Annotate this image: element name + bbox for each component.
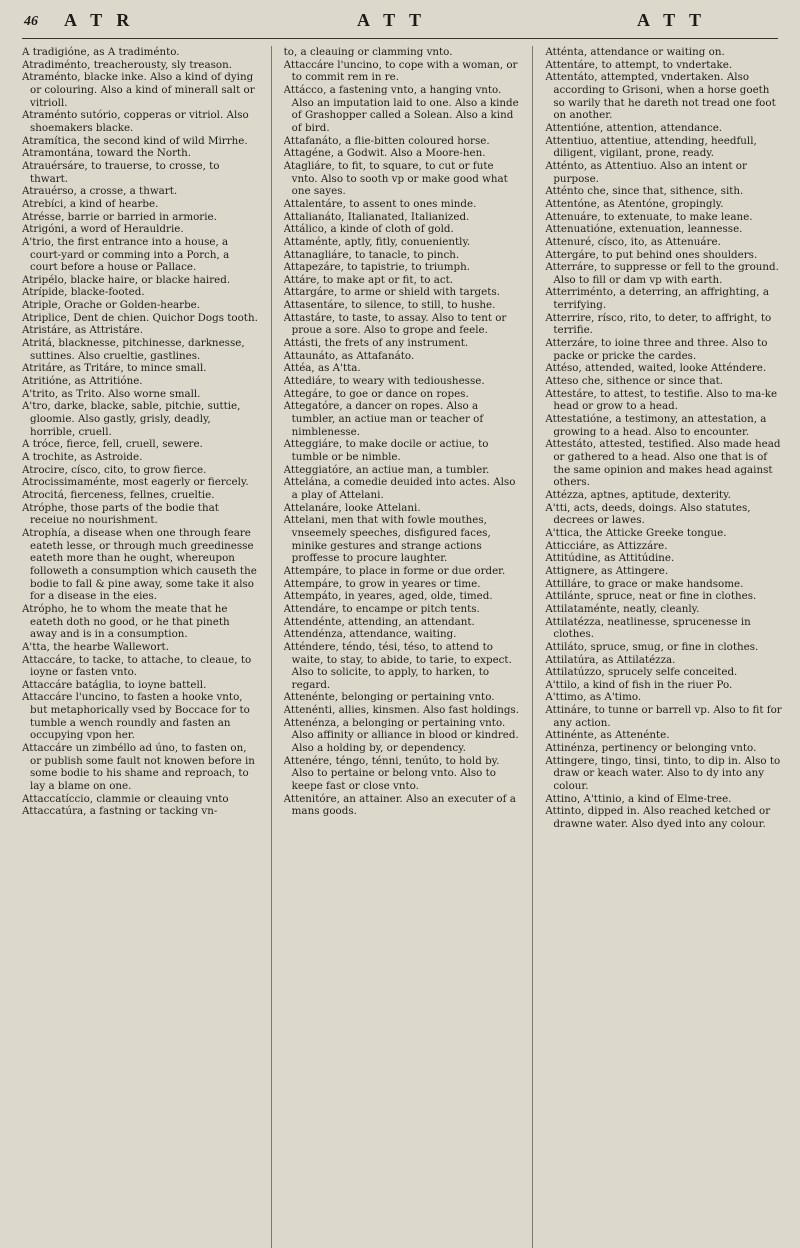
- page-header: [22, 0, 778, 39]
- dictionary-entry: Atraménto sutório, copperas or vitriol. Also shoemakers blacke.: [22, 109, 249, 134]
- dictionary-entry: Atteggiáre, to make docile or actiue, to tumble or be nimble.: [283, 438, 489, 463]
- dictionary-entry: Attempáto, in yeares, aged, olde, timed.: [283, 590, 493, 603]
- columns-container: [22, 46, 782, 1248]
- dictionary-entry: Attenuáre, to extenuate, to make leane.: [545, 210, 753, 223]
- dictionary-entry: Attelána, a comedie deuided into actes. Also a play of Attelani.: [283, 476, 516, 501]
- dictionary-entry: Attendénte, attending, an attendant.: [283, 615, 475, 628]
- dictionary-entry: Attentóne, as Atentóne, gropingly.: [545, 197, 724, 210]
- dictionary-entry: Atterráre, to suppresse or fell to the ground. Also to fill or dam vp with earth.: [545, 261, 779, 286]
- dictionary-entry: Attaccatíccio, clammie or cleauing vnto: [22, 792, 229, 805]
- dictionary-entry: Attentiuo, attentiue, attending, heedfull, diligent, vigilant, prone, ready.: [545, 134, 757, 160]
- dictionary-entry: Atristáre, as Attristáre.: [22, 324, 144, 337]
- dictionary-entry: A'trito, as Trito. Also worne small.: [22, 387, 201, 400]
- dictionary-entry: Atténdere, téndo, tési, téso, to attend to waite, to stay, to abide, to tarie, to expect. Also to solicite, to apply, to harken, to regard.: [283, 640, 512, 691]
- dictionary-entry: Attenuatióne, extenuation, leannesse.: [545, 223, 743, 236]
- dictionary-entry: Attenére, téngo, ténni, tenúto, to hold by. Also to pertaine or belong vnto. Also to keepe fast or close vnto.: [283, 754, 500, 793]
- dictionary-entry: Attapezáre, to tapistrie, to triumph.: [283, 261, 471, 274]
- dictionary-entry: Attinénza, pertinency or belonging vnto.: [545, 742, 757, 755]
- dictionary-entry: Attenénte, belonging or pertaining vnto.: [283, 691, 495, 704]
- running-head-1: A T R: [64, 10, 135, 30]
- column-divider: [532, 46, 533, 1248]
- dictionary-entry: Attilláre, to grace or make handsome.: [545, 577, 744, 590]
- dictionary-entry: A'ttimo, as A'timo.: [545, 691, 642, 704]
- dictionary-entry: Attingere, tingo, tinsi, tinto, to dip in. Also to draw or keach water. Also to dy into any colour.: [545, 754, 781, 793]
- dictionary-entry: Atténto che, since that, sithence, sith.: [545, 185, 744, 198]
- dictionary-entry: Atrípide, blacke-footed.: [22, 286, 145, 299]
- dictionary-entry: Attaccáre un zimbéllo ad úno, to fasten on, or publish some fault not knowen before in some bodie to his shame and reproach, to lay a blame on one.: [22, 742, 255, 793]
- dictionary-entry: Atterriménto, a deterring, an affrighting, a terrifying.: [545, 286, 769, 312]
- dictionary-entry: Attargáre, to arme or shield with targets.: [283, 286, 500, 299]
- dictionary-entry: Attéso, attended, waited, looke Atténdere.: [545, 362, 767, 375]
- dictionary-entry: Attendáre, to encampe or pitch tents.: [283, 602, 480, 615]
- dictionary-entry: Attentáto, attempted, vndertaken. Also according to Grisoni, when a horse goeth so warily that he dareth not tread one foot on another.: [545, 71, 776, 122]
- dictionary-entry: Attináre, to tunne or barrell vp. Also to fit for any action.: [545, 704, 782, 729]
- dictionary-entry: Attálico, a kinde of cloth of gold.: [283, 223, 454, 236]
- dictionary-entry: Attásti, the frets of any instrument.: [283, 337, 469, 350]
- dictionary-entry: Attácco, a fastening vnto, a hanging vnto. Also an imputation laid to one. Also a kinde of Grashopper called a Solean. Also a kind of bird.: [283, 83, 519, 134]
- dictionary-entry: Atramítica, the second kind of wild Mirrhe.: [22, 134, 248, 147]
- running-head-3: A T T: [637, 10, 707, 30]
- dictionary-entry: Atriplice, Dent de chien. Quichor Dogs tooth.: [22, 311, 258, 324]
- dictionary-entry: Atradiménto, treacherousty, sly treason.: [22, 58, 233, 71]
- dictionary-entry: Atraménto, blacke inke. Also a kind of dying or colouring. Also a kind of minerall salt or vitrioll.: [22, 71, 255, 109]
- dictionary-entry: Attempáre, to grow in yeares or time.: [283, 577, 481, 590]
- dictionary-entry: Attenuré, císco, ito, as Attenuáre.: [545, 235, 721, 248]
- dictionary-entry: Attitúdine, as Attitúdine.: [545, 552, 675, 565]
- dictionary-entry: Attafanáto, a flie-bitten coloured horse.: [283, 134, 490, 147]
- dictionary-entry: Attastáre, to taste, to assay. Also to tent or proue a sore. Also to grope and feele.: [283, 311, 507, 337]
- dictionary-entry: Attelani, men that with fowle mouthes, vnseemely speeches, disfigured faces, minike gestures and strange actions proffesse to procure laughter.: [283, 514, 491, 565]
- dictionary-entry: Atteggiatóre, an actiue man, a tumbler.: [283, 463, 490, 476]
- dictionary-entry: Attaccatúra, a fastning or tacking vn-: [22, 805, 218, 818]
- dictionary-entry: Attenénza, a belonging or pertaining vnto. Also affinity or alliance in blood or kindred. Also a holding by, or dependency.: [283, 716, 519, 755]
- dictionary-entry: Attediáre, to weary with tedioushesse.: [283, 375, 485, 388]
- column-3: [545, 46, 782, 1248]
- dictionary-entry: Atrauérsáre, to trauerse, to crosse, to thwart.: [22, 159, 220, 185]
- dictionary-entry: Attilánte, spruce, neat or fine in clothes.: [545, 590, 757, 603]
- dictionary-entry: Attegáre, to goe or dance on ropes.: [283, 387, 469, 400]
- dictionary-entry: Attino, A'ttinio, a kind of Elme-tree.: [545, 792, 732, 805]
- dictionary-entry: Atritióne, as Attritióne.: [22, 375, 143, 388]
- dictionary-entry: Atrocitá, fierceness, fellnes, crueltie.: [22, 488, 215, 501]
- dictionary-entry: Atrigóni, a word of Herauldrie.: [22, 223, 184, 236]
- dictionary-entry: Attaccáre batáglia, to ioyne battell.: [22, 678, 207, 691]
- dictionary-entry: Atrópho, he to whom the meate that he eateth doth no good, or he that pineth away and is in a consumption.: [22, 602, 230, 641]
- dictionary-entry: Attáre, to make apt or fit, to act.: [283, 273, 454, 286]
- dictionary-entry: Atagliáre, to fit, to square, to cut or fute vnto. Also to sooth vp or make good what one sayes.: [283, 159, 508, 198]
- dictionary-entry: Attelanáre, looke Attelani.: [283, 501, 421, 514]
- dictionary-entry: Attasentáre, to silence, to still, to hushe.: [283, 299, 496, 312]
- dictionary-entry: Attilatúzzo, sprucely selfe conceited.: [545, 666, 738, 679]
- dictionary-entry: Atripélo, blacke haire, or blacke haired.: [22, 273, 231, 286]
- dictionary-entry: Attaccáre l'uncino, to cope with a woman, or to commit rem in re.: [283, 58, 518, 84]
- dictionary-entry: Attegatóre, a dancer on ropes. Also a tumbler, an actiue man or teacher of nimblenesse.: [283, 400, 484, 438]
- page-number: 46: [24, 14, 38, 29]
- dictionary-entry: Attinénte, as Attenénte.: [545, 729, 670, 742]
- dictionary-entry: A'trio, the first entrance into a house, a court-yard or comming into a Porch, a court before a house or Pallace.: [22, 235, 230, 274]
- dictionary-entry: Atterzáre, to ioine three and three. Also to packe or pricke the cardes.: [545, 337, 768, 362]
- dictionary-entry: Attagéne, a Godwit. Also a Moore-hen.: [283, 147, 486, 160]
- dictionary-entry: Attanagliáre, to tanacle, to pinch.: [283, 248, 460, 261]
- dictionary-entry: Attentáre, to attempt, to vndertake.: [545, 58, 733, 71]
- dictionary-entry: Atritáre, as Tritáre, to mince small.: [22, 362, 207, 375]
- dictionary-entry: Attinto, dipped in. Also reached ketched or drawne water. Also dyed into any colour.: [545, 805, 771, 831]
- dictionary-entry: Atrophía, a disease when one through feare eateth lesse, or through much greedinesse eateth more than he ought, whereupon followeth a consumption which causeth the bodie to fall & pine away, some take it also for a disease in the eies.: [22, 526, 257, 603]
- dictionary-entry: Attaccáre l'uncino, to fasten a hooke vnto, but metaphorically vsed by Boccace for to tumble a wench roundly and fasten an occupying vpon her.: [22, 691, 250, 742]
- dictionary-entry: Atritá, blacknesse, pitchinesse, darknesse, suttines. Also crueltie, gastlines.: [22, 337, 245, 362]
- dictionary-entry: Attestáre, to attest, to testifie. Also to ma-ke head or grow to a head.: [545, 387, 778, 413]
- dictionary-entry: Atrocire, císco, cito, to grow fierce.: [22, 463, 207, 476]
- dictionary-entry: A tradigióne, as A tradiménto.: [22, 46, 180, 58]
- dictionary-entry: Attéa, as A'tta.: [283, 362, 361, 375]
- dictionary-entry: A'tta, the hearbe Wallewort.: [22, 640, 169, 653]
- column-1: [22, 46, 259, 1248]
- dictionary-entry: Attenénti, allies, kinsmen. Also fast holdings.: [283, 704, 519, 717]
- column-divider: [271, 46, 272, 1248]
- dictionary-entry: Attenitóre, an attainer. Also an executer of a mans goods.: [283, 792, 516, 818]
- dictionary-entry: A tróce, fierce, fell, cruell, sewere.: [22, 438, 203, 451]
- dictionary-entry: Atteso che, sithence or since that.: [545, 375, 724, 388]
- dictionary-entry: Attilatézza, neatlinesse, sprucenesse in clothes.: [545, 615, 751, 641]
- dictionary-entry: to, a cleauing or clamming vnto.: [283, 46, 453, 58]
- dictionary-entry: Atrauérso, a crosse, a thwart.: [22, 185, 178, 198]
- dictionary-entry: Attempáre, to place in forme or due order.: [283, 564, 506, 577]
- dictionary-entry: A'tro, darke, blacke, sable, pitchie, suttie, gloomie. Also gastly, grisly, deadly, horrible, cruell.: [22, 400, 241, 438]
- dictionary-entry: Attézza, aptnes, aptitude, dexterity.: [545, 488, 731, 501]
- dictionary-entry: A'tti, acts, deeds, doings. Also statutes, decrees or lawes.: [545, 501, 751, 527]
- dictionary-entry: Attentióne, attention, attendance.: [545, 121, 723, 134]
- dictionary-entry: A'ttilo, a kind of fish in the riuer Po.: [545, 678, 733, 691]
- dictionary-entry: Attignere, as Attingere.: [545, 564, 669, 577]
- dictionary-entry: Attalentáre, to assent to ones minde.: [283, 197, 477, 210]
- dictionary-entry: Attestáto, attested, testified. Also made head or gathered to a head. Also one that is of the same opinion and makes head against others.: [545, 438, 781, 489]
- dictionary-entry: Atténta, attendance or waiting on.: [545, 46, 725, 58]
- dictionary-entry: Attendénza, attendance, waiting.: [283, 628, 457, 641]
- dictionary-entry: Atramontána, toward the North.: [22, 147, 192, 160]
- column-2: [284, 46, 521, 1248]
- dictionary-entry: Attaménte, aptly, fitly, conueniently.: [283, 235, 471, 248]
- dictionary-entry: Attaunáto, as Attafanáto.: [283, 349, 415, 362]
- dictionary-entry: Atterrire, rísco, rito, to deter, to affright, to terrifie.: [545, 311, 772, 337]
- dictionary-entry: Attilatúra, as Attilatézza.: [545, 653, 676, 666]
- dictionary-entry: Attiláto, spruce, smug, or fine in clothes.: [545, 640, 759, 653]
- dictionary-entry: Atrebíci, a kind of hearbe.: [22, 197, 159, 210]
- dictionary-entry: Attilataménte, neatly, cleanly.: [545, 602, 700, 615]
- dictionary-entry: Attalianáto, Italianated, Italianized.: [283, 210, 470, 223]
- dictionary-entry: A trochite, as Astroide.: [22, 451, 143, 463]
- dictionary-entry: Attestatióne, a testimony, an attestation, a growing to a head. Also to encounter.: [545, 413, 767, 438]
- dictionary-entry: Attaccáre, to tacke, to attache, to cleaue, to ioyne or fasten vnto.: [22, 653, 252, 679]
- dictionary-entry: Atróphe, those parts of the bodie that receiue no nourishment.: [22, 501, 219, 527]
- running-head-2: A T T: [357, 10, 427, 30]
- dictionary-entry: A'ttica, the Atticke Greeke tongue.: [545, 526, 727, 539]
- dictionary-entry: Attergáre, to put behind ones shoulders.: [545, 248, 758, 261]
- dictionary-entry: Atriple, Orache or Golden-hearbe.: [22, 299, 201, 312]
- dictionary-entry: Atrésse, barrie or barried in armorie.: [22, 210, 217, 223]
- dictionary-entry: Atticciáre, as Attizzáre.: [545, 539, 668, 552]
- dictionary-entry: Atténto, as Attentiuo. Also an intent or purpose.: [545, 159, 747, 185]
- dictionary-entry: Atrocissimaménte, most eagerly or fiercely.: [22, 476, 249, 489]
